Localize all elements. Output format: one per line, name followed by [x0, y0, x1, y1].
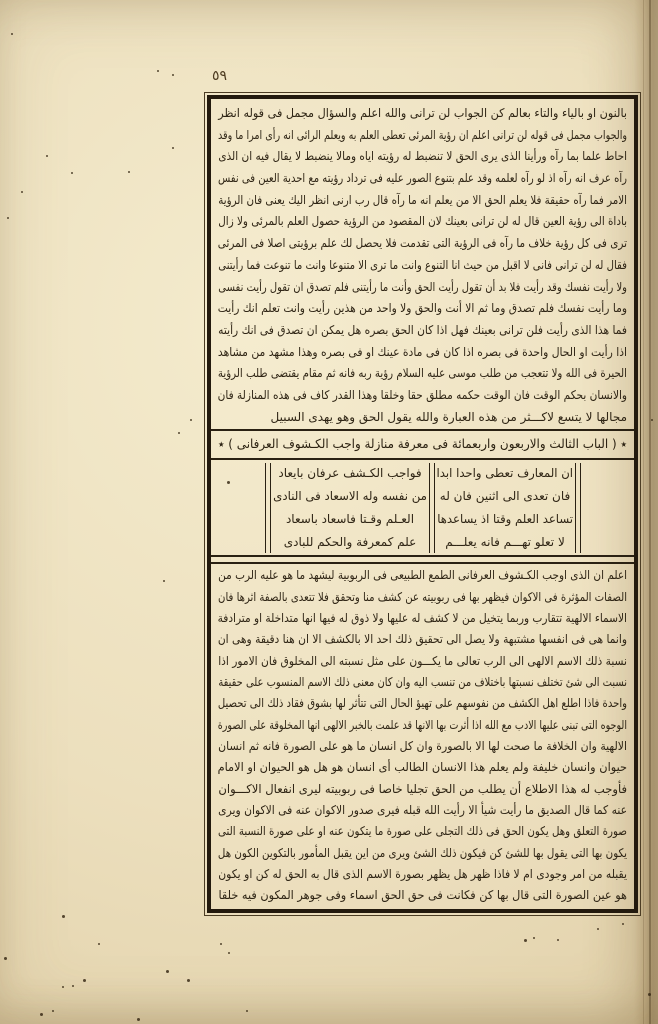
- ink-speck: [648, 993, 651, 996]
- verse-hemistich-right: لا تعلو تهـــم فانه يعلـــم: [445, 534, 565, 549]
- text-line: مجالها لا يتسع لاكـــثر من هذه العبارة والله يقول الحق وهو يهدى السبيل: [270, 409, 627, 424]
- ink-speck: [190, 419, 192, 421]
- text-frame-outer: [204, 92, 641, 916]
- text-line: نسبة ذلك الاسم الالهى الى الرب تعالى ما يكـــون على مثل نسبته الى المخلوق فان الامور اذا: [218, 653, 627, 668]
- verse-block: [218, 460, 627, 553]
- text-line: نسبت الى شئ تختلف نسبتها باختلاف من تنسب اليه وان كان معنى ذلك الاسم المنسوب على حقيقة: [218, 675, 628, 690]
- verse-column-right: [437, 463, 573, 553]
- chapter-heading: ٭ ( الباب الثالث والاربعون واربعمائة فى معرفة منازلة واجب الكـشوف العرفانى ) ٭: [217, 436, 627, 452]
- ink-speck: [72, 985, 74, 987]
- text-line: الامر فما رآه حقيقة فلا يعلم الحق الا من يعلم انه ما رآه قال رب ارنى انظر اليك يعنى فان الرؤية: [218, 192, 628, 207]
- text-line: فما هذا الذى رأيت فلن ترانى بعينك فهل اذا كان الحق بصره هل يمكن ان تصدق فى انك رأيته: [218, 322, 627, 337]
- verse-hemistich-right: ان المعارف تعطى واحدا ابدا: [436, 466, 573, 481]
- text-line: بالنون او بالياء والتاء بعالم كن الجواب لن ترانى والله اعلم والسؤال مجمل فى قوله انظر: [218, 106, 627, 120]
- verse-hemistich-right: تساعد العلم وقتا اذ يساعدها: [437, 511, 573, 526]
- ink-speck: [46, 155, 48, 157]
- ink-speck: [187, 979, 190, 982]
- page-number: ٥٩: [212, 68, 228, 84]
- text-line: رآه عرف انه رآه اذ لو رآه لعلمه وقد علم بتنوع الصور عليه فى ترداد رؤيته مع احدية العين فى نفس: [218, 171, 627, 186]
- upper-text-block: [218, 103, 627, 428]
- ink-speck: [172, 74, 174, 76]
- verse-hemistich-left: فواجب الكـشف عرفان بايعاد: [278, 466, 422, 481]
- ink-speck: [622, 923, 624, 925]
- text-line: الحيرة فى الله ولا تتعجب من طلب موسى عليه السلام رؤية ربه فانه ثم مقام يقتضى طلب الرؤية: [217, 366, 627, 381]
- ink-speck: [228, 952, 230, 954]
- text-line: وانما هى فى انفسها مشتبهة ولا يصل الى تحقيق ذلك احد الا بالكشف الا ان هنا دقيقة وهى ان: [217, 632, 627, 647]
- text-line: والجواب مجمل فى قوله لن ترانى اعلم ان رؤية المرئى تعطى العلم به ويعلم الرائى انه رأى امرا ما وقد: [218, 127, 627, 142]
- text-line: والانسان بحكم الوقت فان الوقت حكمه مطلق حقا وخلقا وهذا القدر كاف فى هذه المنازلة فان: [217, 387, 627, 402]
- ink-speck: [21, 191, 23, 193]
- verse-column-left: [273, 463, 427, 553]
- ink-speck: [524, 939, 527, 942]
- verse-column-divider-left: [265, 463, 271, 553]
- ink-speck: [71, 172, 73, 174]
- ink-speck: [128, 171, 130, 173]
- ink-speck: [62, 986, 64, 988]
- text-line: واحدة فاذا اطلع اهل الكشف من نفوسهم على تهيؤ الحال التى تتأثر لها بشوق فقاد ذلك الى تحصيل: [217, 696, 628, 711]
- ink-speck: [40, 1013, 43, 1016]
- text-line: حيوان وانسان خليفة ولم يعلم هذا الانسان الطالب أى انسان هو هل هو الحيوان او الامام: [217, 760, 628, 775]
- text-line: فأوجب له هذا الاطلاع أن يطلب من الحق تجليا خاصا فى ربوبيته ليرى انفعال الاكـــوان: [218, 781, 627, 796]
- ink-speck: [62, 915, 65, 918]
- text-line: الاسماء الالهية تتقارب وربما يتخيل من لا كشف له عليها ولا ذوق له فيها انها متداخلة او مترادفة: [217, 611, 627, 625]
- ink-speck: [178, 432, 180, 434]
- text-line: وما رأيت نفسك فلم تصدق وما ثم الا أنت والحق ولا واحد من هذين رأيت وانت تعلم انك رأيت: [217, 301, 628, 316]
- ink-speck: [163, 580, 165, 582]
- verse-column-divider-right: [575, 463, 581, 553]
- lower-text-block: [218, 565, 627, 907]
- text-line: عنه كما قال الصديق ما رأيت شيأ الا رأيت الله قبله فيرى صدور الاكوان عنه فى الاكوان ويرى: [218, 803, 627, 818]
- ink-speck: [4, 957, 7, 960]
- ink-speck: [166, 970, 169, 973]
- ink-speck: [83, 979, 86, 982]
- ink-speck: [246, 1010, 248, 1012]
- verse-column-divider-middle: [429, 463, 435, 553]
- verse-hemistich-left: من نفسه وله الاسعاد فى النادى: [273, 489, 427, 504]
- ink-speck: [651, 419, 653, 421]
- text-line: احاط علما بما رآه ورأينا الذى يرى الحق لا تنضبط له رؤيته اياه ومالا ينضبط لا يقال فيه ان الذى: [218, 149, 627, 164]
- ink-speck: [172, 147, 174, 149]
- text-line: الصفات المؤثرة فى الاكوان فيظهر بها فى ربوبيته عن كشف منا وتحقق فلا تتعدى بالصفة اثرها فان: [218, 589, 627, 604]
- verse-hemistich-left: علم كمعرفة والحكم للبادى: [283, 534, 417, 549]
- text-line: هو عين الصورة التى قال بها كن فكانت فى حق الحق اسماء وفى جوهر المكون فيه خلقا: [218, 888, 627, 903]
- verse-hemistich-right: فان تعدى الى اثنين فان له: [439, 489, 571, 504]
- text-line: باداة الى رؤية العين قال له لن ترانى بعينك لان المقصود من الرؤية حصول العلم بالمرئى ولا زال: [218, 214, 627, 229]
- ink-speck: [220, 943, 222, 945]
- ink-speck: [533, 937, 535, 939]
- ink-speck: [7, 217, 9, 219]
- text-line: الالهية وان الخلافة ما صحت لها الا بالصورة وان كل انسان ما هو على الصورة فانه ثم انسان: [218, 739, 627, 754]
- page-edge-line: [649, 0, 651, 1024]
- verse-right-gap: [583, 463, 627, 553]
- page-edge-line-inner: [643, 0, 644, 1024]
- text-line: ترى فى كل رؤية خلاف ما رآه فى الرؤية التى تقدمت فلا يحصل لك علم برؤيتى اصلا فى المرئى: [217, 236, 627, 251]
- ink-speck: [52, 1010, 54, 1012]
- text-line: ولا رأيت نفسك وقد رأيت فلا بد أن تقول رأيت الحق وأنت ما رأيتنى فلم تصدق ان تقول رأيت نفسى: [218, 279, 627, 294]
- text-line: اعلم ان الذى اوجب الكـشوف العرفانى الطمع الطبيعى فى الربوبية ليشهد ما هو عليه الرب من: [218, 568, 627, 583]
- verse-left-gap: [218, 463, 263, 553]
- text-line: اذا رأيت او الحال واحدة فى بصره اذا كان فى مادة عينك او فى بصره وهذا مشهد من مشاهد: [217, 344, 627, 359]
- text-line: الوجوه التى تبنى عليها الادب مع الله اذا أثرت بها الانها قد علمت بالخبر الالهى انها المخلوقة على الصورة: [217, 717, 627, 732]
- ink-speck: [98, 943, 100, 945]
- verse-hemistich-left: العـلم وقـتا فاسعاد باسعاد: [285, 511, 415, 526]
- text-line: يقبله من امر وجودى ام لا فاذا ظهر هل يظهر بصورة الاسم الذى قال به الحق له كن او يكون: [218, 867, 627, 882]
- ink-speck: [227, 481, 230, 484]
- ink-speck: [157, 70, 159, 72]
- ink-speck: [557, 939, 559, 941]
- text-line: فقال له لن ترانى فانى لا اقبل من حيث انا التنوع وانت ما ترى الا متنوعا وانت ما تنوعت فما رأيتنى: [218, 257, 627, 272]
- double-rule-below-verses: [211, 555, 634, 564]
- ink-speck: [137, 1018, 140, 1021]
- text-line: صورة التعلق وهل يكون الحق فى ذلك التجلى على صورة ما يتكون عنه او على صورة النسبة التى: [217, 824, 627, 839]
- ink-speck: [597, 928, 599, 930]
- text-line: يكون بها التى يقول بها للشئ كن فيكون ذلك الشئ ويرى من اين يقبل المأمور بالتكوين الكون هل: [217, 845, 627, 860]
- ink-speck: [11, 33, 13, 35]
- text-frame-inner: [207, 95, 638, 913]
